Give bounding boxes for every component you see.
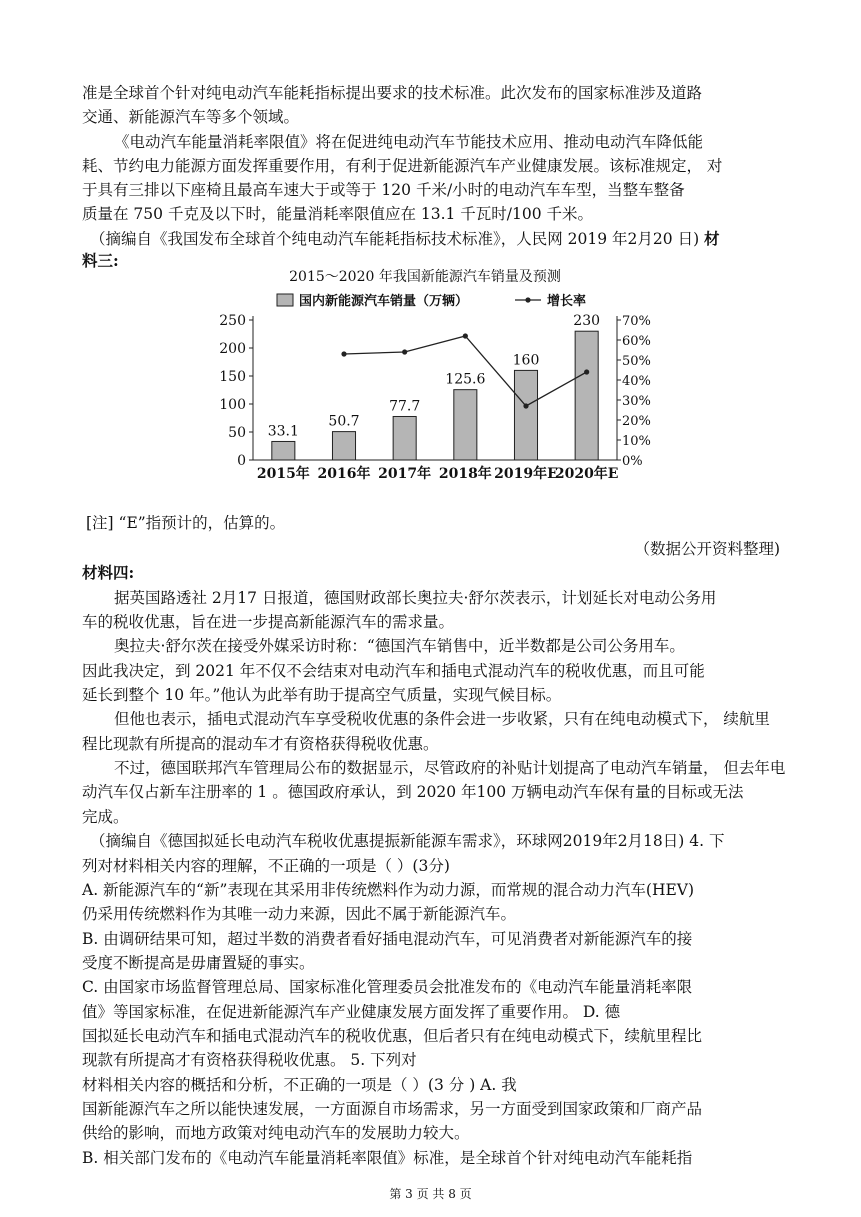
text-line: 供给的影响，而地方政策对纯电动汽车的发展助力较大。	[82, 1124, 470, 1142]
text-line: 动汽车仅占新车注册率的 1 。德国政府承认，到 2020 年100 万辆电动汽车保有量的目标或无法	[82, 783, 744, 801]
material-heading: 材料四:	[82, 563, 135, 582]
legend-line-marker	[525, 297, 530, 302]
y2-tick-label: 0%	[622, 454, 643, 469]
y-tick-label: 100	[219, 397, 246, 413]
option-c: C. 由国家市场监督管理总局、国家标准化管理委员会批准发布的《电动汽车能量消耗率限	[82, 978, 693, 996]
x-tick-label: 2015年	[256, 466, 310, 482]
chart-note: [注] “E”指预计的，估算的。	[86, 514, 286, 532]
text-line: 但他也表示，插电式混动汽车享受税收优惠的条件会进一步收紧，只有在纯电动模式下， 续航里	[114, 710, 770, 728]
text-line: 延长到整个 10 年。”他认为此举有助于提高空气质量，实现气候目标。	[82, 686, 562, 704]
option-b: B. 相关部门发布的《电动汽车能量消耗率限值》标准，是全球首个针对纯电动汽车能耗指	[82, 1149, 693, 1167]
citation-line: （摘编自《德国拟延长电动汽车税收优惠提振新能源车需求》，环球网2019年2月18日) 4. 下	[90, 832, 725, 850]
bar	[454, 390, 477, 460]
text-line: 不过，德国联邦汽车管理局公布的数据显示，尽管政府的补贴计划提高了电动汽车销量， 但去年电	[114, 759, 786, 777]
bar	[332, 432, 355, 460]
text-line: 耗、节约电力能源方面发挥重要作用，有利于促进新能源汽车产业健康发展。该标准规定， 对	[82, 157, 723, 175]
text-line: 国新能源汽车之所以能快速发展，一方面源自市场需求，另一方面受到国家政策和厂商产品	[82, 1100, 703, 1118]
legend-label-growth: 增长率	[547, 294, 587, 309]
y-tick-label: 250	[219, 313, 246, 329]
text-line: 完成。	[82, 808, 129, 826]
y2-tick-label: 60%	[622, 334, 651, 349]
bar-value-label: 160	[512, 352, 540, 369]
option-a: A. 新能源汽车的“新”表现在其采用非传统燃料作为动力源，而常规的混合动力汽车(HEV)	[82, 881, 695, 899]
text-line: 《电动汽车能量消耗率限值》将在促进纯电动汽车节能技术应用、推动电动汽车降低能	[114, 133, 704, 151]
text-line: 值》等国家标准，在促进新能源汽车产业健康发展方面发挥了重要作用。 D. 德	[82, 1003, 621, 1021]
x-tick-label: 2017年	[378, 466, 432, 482]
y-tick-label: 50	[228, 425, 246, 441]
text-line: 程比现款有所提高的混动车才有资格获得税收优惠。	[82, 735, 439, 753]
y2-tick-label: 70%	[622, 314, 651, 329]
sales-chart	[205, 262, 651, 487]
x-tick-label: 2018年	[438, 466, 492, 482]
bar	[514, 370, 537, 460]
text-line: 车的税收优惠，旨在进一步提高新能源汽车的需求量。	[82, 613, 455, 631]
growth-point	[463, 333, 468, 338]
question-stem: 列对材料相关内容的理解，不正确的一项是（ ）(3分)	[82, 857, 450, 875]
bar-value-label: 50.7	[328, 413, 360, 430]
page-footer: 第 3 页 共 8 页	[389, 1187, 472, 1201]
option-b: B. 由调研结果可知，超过半数的消费者看好插电混动汽车，可见消费者对新能源汽车的接	[82, 930, 693, 948]
material-heading: 料三:	[82, 251, 119, 270]
text-line: 奥拉夫·舒尔茨在接受外媒采访时称：“德国汽车销售中，近半数都是公司公务用车。	[114, 637, 685, 655]
y2-tick-label: 40%	[622, 374, 651, 389]
citation-text: （摘编自《我国发布全球首个纯电动汽车能耗指标技术标准》，人民网 2019 年2月20 日)	[90, 230, 705, 248]
citation-line	[90, 228, 790, 250]
legend-bar-swatch	[277, 294, 293, 306]
material-heading: 材	[704, 229, 720, 248]
option-d: 国拟延长电动汽车和插电式混动汽车的税收优惠，但后者只有在纯电动模式下，续航里程比	[82, 1027, 703, 1045]
bar	[272, 441, 295, 460]
legend-label-sales: 国内新能源汽车销量（万辆）	[299, 294, 469, 309]
text-line: 交通、新能源汽车等多个领域。	[82, 108, 300, 126]
text-line: 质量在 750 千克及以下时，能量消耗率限值应在 13.1 千瓦时/100 千米。	[82, 205, 594, 223]
y-tick-label: 200	[219, 341, 246, 357]
growth-point	[341, 351, 346, 356]
bar-value-label: 125.6	[445, 371, 486, 388]
y2-tick-label: 20%	[622, 414, 651, 429]
growth-point	[402, 349, 407, 354]
x-tick-label: 2016年	[317, 466, 371, 482]
chart-legend	[277, 293, 586, 309]
text-line: 受度不断提高是毋庸置疑的事实。	[82, 954, 315, 972]
text-line: 现款有所提高才有资格获得税收优惠。 5. 下列对	[82, 1051, 417, 1069]
y-tick-label: 0	[237, 453, 246, 469]
text-line: 准是全球首个针对纯电动汽车能耗指标提出要求的技术标准。此次发布的国家标准涉及道路	[82, 84, 703, 102]
chart-title: 2015～2020 年我国新能源汽车销量及预测	[289, 269, 561, 285]
growth-point	[523, 403, 528, 408]
bar	[393, 416, 416, 460]
bar	[575, 331, 598, 460]
y2-tick-label: 10%	[622, 434, 651, 449]
text-line: 据英国路透社 2月17 日报道，德国财政部长奥拉夫·舒尔茨表示，计划延长对电动公务用	[114, 589, 717, 607]
x-tick-label: 2019年E	[494, 466, 558, 482]
source-note: （数据公开资料整理)	[634, 540, 780, 558]
text-line: 因此我决定，到 2021 年不仅不会结束对电动汽车和插电式混动汽车的税收优惠，而且可能	[82, 662, 705, 680]
x-tick-label: 2020年E	[554, 466, 619, 482]
growth-point	[584, 369, 589, 374]
bar-value-label: 230	[573, 313, 601, 330]
y2-tick-label: 50%	[622, 354, 651, 369]
y-tick-label: 150	[219, 369, 246, 385]
text-line: 于具有三排以下座椅且最高车速大于或等于 120 千米/小时的电动汽车车型，当整车整备	[82, 181, 685, 199]
text-line: 仍采用传统燃料作为其唯一动力来源，因此不属于新能源汽车。	[82, 905, 517, 923]
bar-value-label: 77.7	[389, 398, 421, 415]
chart-plot	[219, 313, 651, 482]
question-stem: 材料相关内容的概括和分析，不正确的一项是（ ）(3 分 ) A. 我	[82, 1076, 517, 1094]
bar-value-label: 33.1	[267, 423, 299, 440]
y2-tick-label: 30%	[622, 394, 651, 409]
